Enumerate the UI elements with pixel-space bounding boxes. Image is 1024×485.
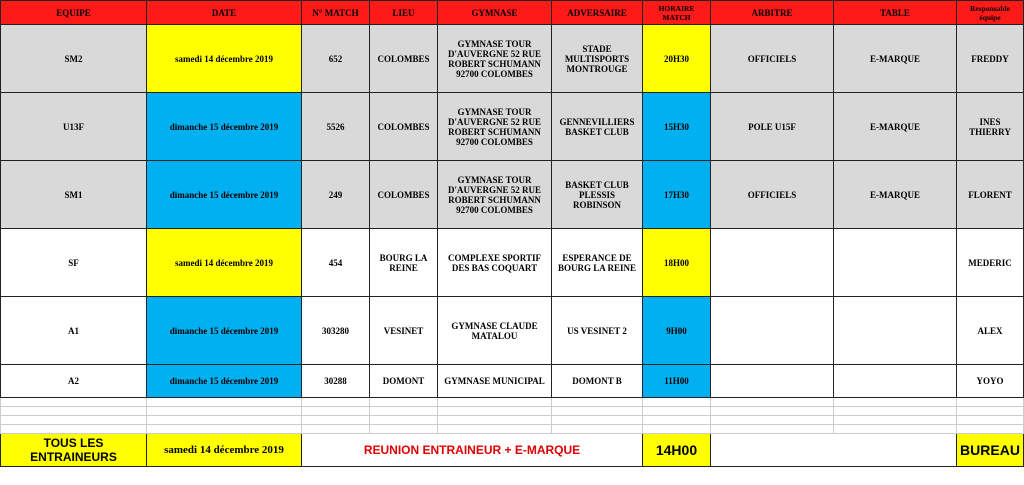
cell-date: dimanche 15 décembre 2019: [147, 365, 302, 398]
empty-cell: [302, 407, 370, 416]
cell-horaire: 18H00: [643, 229, 711, 297]
header-date: DATE: [147, 1, 302, 25]
cell-lieu: VESINET: [370, 297, 438, 365]
empty-cell: [302, 425, 370, 434]
footer-responsable: BUREAU: [957, 434, 1024, 467]
empty-cell: [834, 398, 957, 407]
cell-responsable: FLORENT: [957, 161, 1024, 229]
empty-cell: [552, 398, 643, 407]
empty-cell: [370, 425, 438, 434]
table-row: [1, 93, 1024, 161]
header-adversaire: ADVERSAIRE: [552, 1, 643, 25]
empty-cell: [834, 416, 957, 425]
cell-horaire: 11H00: [643, 365, 711, 398]
empty-row: [1, 425, 1024, 434]
table-row: [1, 229, 1024, 297]
empty-cell: [643, 398, 711, 407]
cell-responsable: ALEX: [957, 297, 1024, 365]
header-match: N° MATCH: [302, 1, 370, 25]
cell-date: dimanche 15 décembre 2019: [147, 297, 302, 365]
cell-match: 454: [302, 229, 370, 297]
empty-cell: [711, 398, 834, 407]
empty-cell: [957, 425, 1024, 434]
empty-cell: [552, 407, 643, 416]
empty-cell: [370, 416, 438, 425]
cell-arbitre: POLE U15F: [711, 93, 834, 161]
cell-lieu: COLOMBES: [370, 93, 438, 161]
cell-table: E-MARQUE: [834, 161, 957, 229]
cell-match: 303280: [302, 297, 370, 365]
cell-date: samedi 14 décembre 2019: [147, 229, 302, 297]
cell-adversaire: GENNEVILLIERS BASKET CLUB: [552, 93, 643, 161]
cell-equipe: SM2: [1, 25, 147, 93]
empty-cell: [834, 407, 957, 416]
cell-arbitre: [711, 365, 834, 398]
table-row: [1, 297, 1024, 365]
header-row: [1, 1, 1024, 25]
footer-row: [1, 434, 1024, 467]
cell-table: E-MARQUE: [834, 93, 957, 161]
cell-gymnase: GYMNASE TOUR D'AUVERGNE 52 RUE ROBERT SCHUMANN 92700 COLOMBES: [438, 25, 552, 93]
cell-responsable: YOYO: [957, 365, 1024, 398]
table-row: [1, 365, 1024, 398]
empty-row: [1, 416, 1024, 425]
empty-cell: [552, 425, 643, 434]
header-arbitre: ARBITRE: [711, 1, 834, 25]
cell-match: 249: [302, 161, 370, 229]
cell-arbitre: OFFICIELS: [711, 161, 834, 229]
cell-equipe: SF: [1, 229, 147, 297]
cell-gymnase: GYMNASE MUNICIPAL: [438, 365, 552, 398]
empty-cell: [438, 398, 552, 407]
table-row: [1, 161, 1024, 229]
cell-table: E-MARQUE: [834, 25, 957, 93]
empty-cell: [552, 416, 643, 425]
footer-date: samedi 14 décembre 2019: [147, 434, 302, 467]
cell-lieu: BOURG LA REINE: [370, 229, 438, 297]
header-responsable: Responsable équipe: [957, 1, 1024, 25]
header-equipe: EQUIPE: [1, 1, 147, 25]
cell-responsable: MEDERIC: [957, 229, 1024, 297]
table-row: [1, 25, 1024, 93]
cell-gymnase: COMPLEXE SPORTIF DES BAS COQUART: [438, 229, 552, 297]
cell-lieu: DOMONT: [370, 365, 438, 398]
cell-table: [834, 297, 957, 365]
footer-event: REUNION ENTRAINEUR + E-MARQUE: [302, 434, 643, 467]
cell-match: 652: [302, 25, 370, 93]
empty-cell: [370, 398, 438, 407]
cell-match: 5526: [302, 93, 370, 161]
empty-cell: [438, 407, 552, 416]
cell-equipe: SM1: [1, 161, 147, 229]
cell-adversaire: STADE MULTISPORTS MONTROUGE: [552, 25, 643, 93]
empty-row: [1, 407, 1024, 416]
cell-lieu: COLOMBES: [370, 25, 438, 93]
empty-cell: [147, 407, 302, 416]
header-table: TABLE: [834, 1, 957, 25]
cell-arbitre: [711, 229, 834, 297]
empty-cell: [711, 407, 834, 416]
footer-horaire: 14H00: [643, 434, 711, 467]
empty-row: [1, 398, 1024, 407]
cell-gymnase: GYMNASE TOUR D'AUVERGNE 52 RUE ROBERT SCHUMANN 92700 COLOMBES: [438, 161, 552, 229]
footer-equipe: TOUS LES ENTRAINEURS: [1, 434, 147, 467]
cell-horaire: 15H30: [643, 93, 711, 161]
footer-empty: [711, 434, 957, 467]
empty-cell: [147, 398, 302, 407]
cell-equipe: A1: [1, 297, 147, 365]
empty-cell: [643, 416, 711, 425]
cell-date: dimanche 15 décembre 2019: [147, 93, 302, 161]
empty-cell: [957, 416, 1024, 425]
cell-adversaire: US VESINET 2: [552, 297, 643, 365]
cell-date: samedi 14 décembre 2019: [147, 25, 302, 93]
header-lieu: LIEU: [370, 1, 438, 25]
empty-cell: [834, 425, 957, 434]
empty-cell: [147, 416, 302, 425]
empty-cell: [1, 407, 147, 416]
empty-cell: [438, 425, 552, 434]
empty-cell: [643, 425, 711, 434]
cell-gymnase: GYMNASE TOUR D'AUVERGNE 52 RUE ROBERT SCHUMANN 92700 COLOMBES: [438, 93, 552, 161]
cell-responsable: INES THIERRY: [957, 93, 1024, 161]
cell-equipe: A2: [1, 365, 147, 398]
header-horaire: HORAIRE MATCH: [643, 1, 711, 25]
empty-cell: [957, 398, 1024, 407]
cell-adversaire: BASKET CLUB PLESSIS ROBINSON: [552, 161, 643, 229]
cell-responsable: FREDDY: [957, 25, 1024, 93]
empty-cell: [643, 407, 711, 416]
cell-adversaire: ESPERANCE DE BOURG LA REINE: [552, 229, 643, 297]
empty-cell: [438, 416, 552, 425]
header-gymnase: GYMNASE: [438, 1, 552, 25]
empty-cell: [370, 407, 438, 416]
cell-gymnase: GYMNASE CLAUDE MATALOU: [438, 297, 552, 365]
cell-date: dimanche 15 décembre 2019: [147, 161, 302, 229]
empty-cell: [711, 425, 834, 434]
cell-horaire: 20H30: [643, 25, 711, 93]
empty-cell: [302, 416, 370, 425]
cell-lieu: COLOMBES: [370, 161, 438, 229]
empty-cell: [957, 407, 1024, 416]
cell-table: [834, 365, 957, 398]
cell-table: [834, 229, 957, 297]
cell-adversaire: DOMONT B: [552, 365, 643, 398]
cell-arbitre: [711, 297, 834, 365]
empty-cell: [1, 398, 147, 407]
cell-match: 30288: [302, 365, 370, 398]
cell-arbitre: OFFICIELS: [711, 25, 834, 93]
empty-cell: [1, 425, 147, 434]
cell-horaire: 17H30: [643, 161, 711, 229]
empty-cell: [1, 416, 147, 425]
empty-cell: [147, 425, 302, 434]
cell-equipe: U13F: [1, 93, 147, 161]
empty-cell: [302, 398, 370, 407]
empty-cell: [711, 416, 834, 425]
cell-horaire: 9H00: [643, 297, 711, 365]
